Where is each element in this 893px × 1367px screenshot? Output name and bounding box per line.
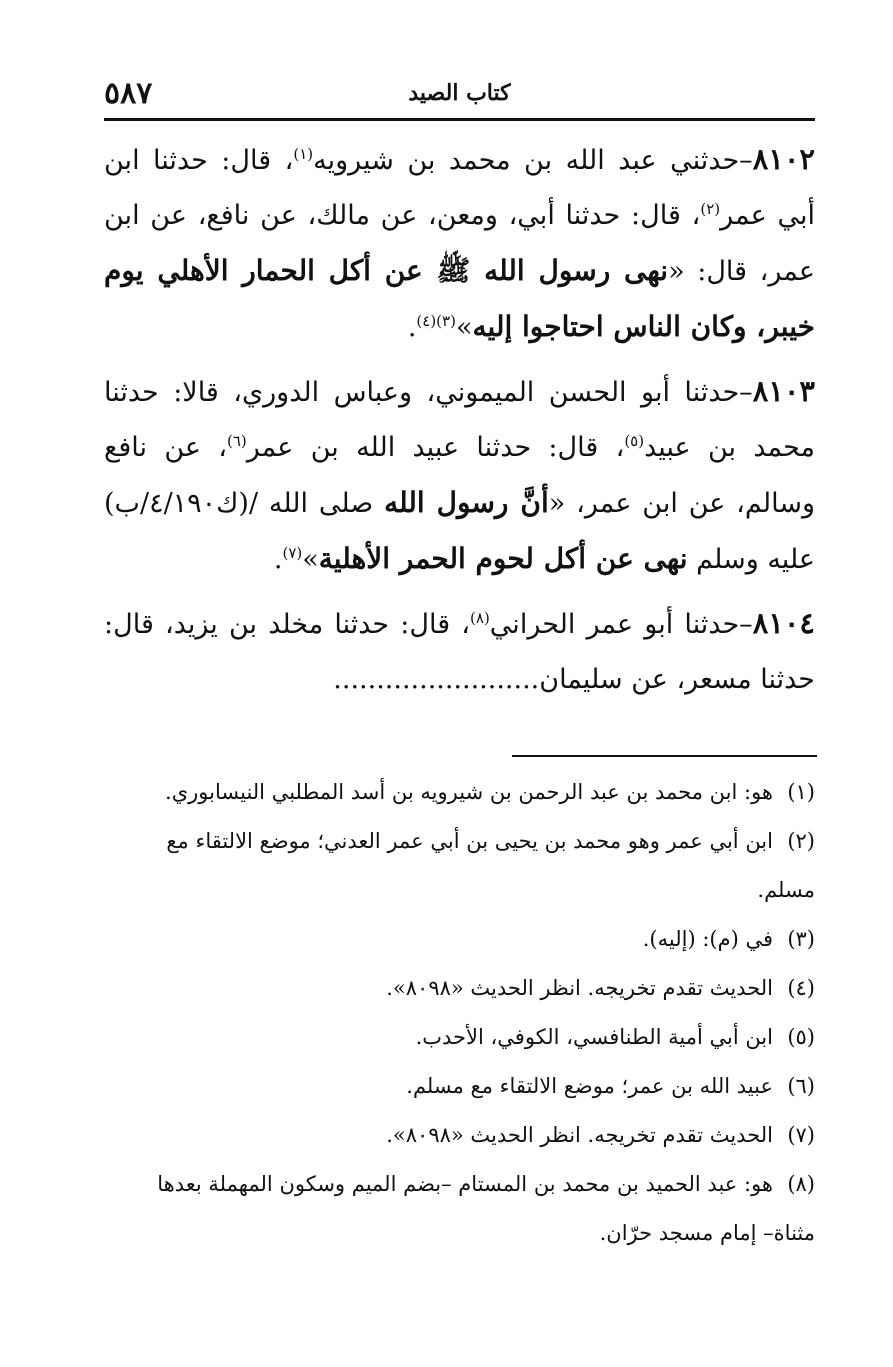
footnote-2	[104, 817, 815, 915]
footnote-number: (٥)	[787, 1025, 815, 1049]
isnad-text: ، قال: حدثنا ابن أبي عمر	[104, 145, 815, 231]
footnote-8	[104, 1160, 815, 1258]
hadith-8104	[104, 596, 815, 707]
footnote-text: ابن أبي عمر وهو محمد بن يحيى بن أبي عمر العدني؛ موضع الالتقاء مع مسلم.	[166, 829, 815, 902]
footnote-text: في (م): (إليه).	[642, 927, 773, 951]
footnote-number: (١)	[787, 780, 815, 804]
continuation-dots: ........................	[333, 664, 540, 695]
period: .	[273, 544, 283, 575]
isnad-text: –حدثنا أبو الحسن الميموني، وعباس الدوري، قالا: حدثنا محمد بن عبيد	[104, 377, 816, 463]
footnote-text: هو: عبد الحميد بن محمد بن المستام –بضم الميم وسكون المهملة بعدها مثناة– إمام مسجد حرّان.	[157, 1172, 815, 1245]
footnote-1	[104, 768, 815, 817]
quote-close: »	[455, 312, 473, 343]
footnote-ref[interactable]: (٥)	[624, 432, 645, 450]
footnote-number: (٢)	[787, 829, 815, 853]
inline-text: صلى الله /(ك٤/١٩٠/ب) عليه وسلم	[104, 488, 815, 575]
isnad-text: –حدثني عبد الله بن محمد بن شيرويه	[313, 145, 753, 176]
isnad-text: ، قال: حدثنا مخلد بن يزيد، قال: حدثنا مسعر، عن سليمان	[104, 609, 815, 695]
isnad-text: ، عن نافع وسالم، عن ابن عمر، «	[104, 432, 815, 519]
hadith-8102	[104, 132, 815, 355]
footnote-ref[interactable]: (٣)(٤)	[416, 312, 456, 330]
hadith-8103	[104, 364, 815, 587]
footnote-text: ابن أبي أمية الطنافسي، الكوفي، الأحدب.	[415, 1025, 773, 1049]
footnote-ref[interactable]: (٧)	[282, 544, 303, 562]
footnote-number: (٤)	[787, 976, 815, 1000]
footnote-text: هو: ابن محمد بن عبد الرحمن بن شيرويه بن أسد المطلبي النيسابوري.	[165, 780, 773, 804]
footnote-ref[interactable]: (١)	[293, 145, 314, 163]
footnote-text: عبيد الله بن عمر؛ موضع الالتقاء مع مسلم.	[406, 1074, 773, 1098]
running-title: كتاب الصيد	[408, 80, 511, 106]
footnote-ref[interactable]: (٦)	[227, 432, 247, 450]
footnotes	[104, 768, 815, 1258]
footnote-number: (٣)	[787, 927, 815, 951]
period: .	[407, 312, 417, 343]
footnote-number: (٨)	[787, 1172, 815, 1196]
footnote-7	[104, 1111, 815, 1160]
isnad-text: –حدثنا أبو عمر الحراني	[489, 609, 753, 640]
page-number: ٥٨٧	[104, 76, 153, 111]
footnote-separator	[512, 755, 817, 757]
footnote-4	[104, 964, 815, 1013]
footnote-number: (٧)	[787, 1123, 815, 1147]
page-header	[104, 76, 815, 116]
isnad-text: ، قال: حدثنا عبيد الله بن عمر	[246, 432, 625, 463]
isnad-text: ، قال: حدثنا أبي، ومعن، عن مالك، عن نافع، عن ابن عمر، قال: «	[104, 200, 816, 287]
footnote-3	[104, 915, 815, 964]
matn-text: نهى عن أكل لحوم الحمر الأهلية	[318, 542, 688, 575]
hadith-number: ٨١٠٢	[752, 142, 815, 176]
main-text	[104, 132, 815, 716]
hadith-number: ٨١٠٣	[752, 374, 815, 408]
footnote-text: الحديث تقدم تخريجه. انظر الحديث «٨٠٩٨».	[386, 976, 773, 1000]
footnote-text: الحديث تقدم تخريجه. انظر الحديث «٨٠٩٨».	[386, 1123, 773, 1147]
hadith-number: ٨١٠٤	[752, 606, 815, 640]
matn-text: نهى رسول الله ﷺ عن أكل الحمار الأهلي يوم خيبر، وكان الناس احتاجوا إليه	[104, 254, 815, 343]
footnote-ref[interactable]: (٢)	[700, 200, 721, 218]
quote-close: »	[302, 544, 319, 575]
matn-text: أنَّ رسول الله	[384, 486, 549, 519]
footnote-number: (٦)	[787, 1074, 815, 1098]
header-rule	[104, 118, 815, 121]
footnote-5	[104, 1013, 815, 1062]
footnote-6	[104, 1062, 815, 1111]
footnote-ref[interactable]: (٨)	[470, 609, 490, 627]
